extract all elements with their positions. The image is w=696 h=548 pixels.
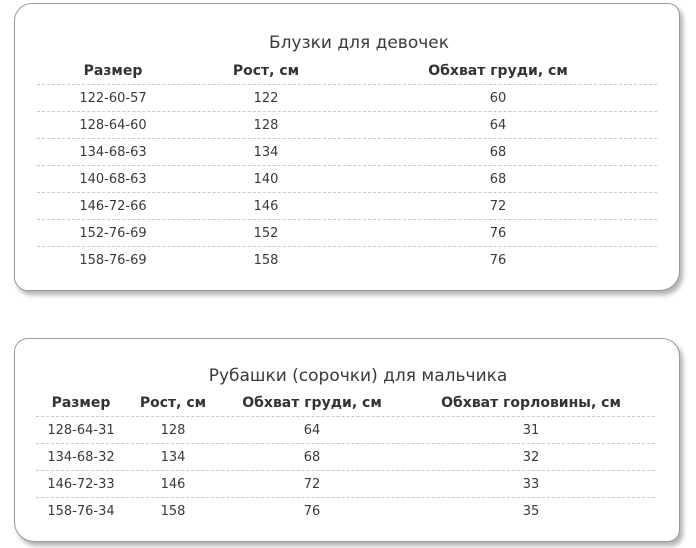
chest-cell: 60 (489, 91, 507, 106)
table-row (15, 498, 679, 525)
height-cell: 134 (160, 450, 186, 465)
header-height: Рост, см (139, 395, 207, 411)
header-size: Размер (51, 395, 111, 411)
height-cell: 122 (253, 91, 279, 106)
chest-cell: 76 (489, 226, 507, 241)
neck-cell: 32 (522, 450, 540, 465)
height-cell: 128 (160, 423, 186, 438)
girls-blouses-title: Блузки для девочек (268, 33, 449, 53)
size-cell: 122-60-57 (79, 91, 147, 106)
size-cell: 128-64-31 (47, 423, 115, 438)
size-cell: 146-72-33 (47, 477, 115, 492)
neck-cell: 33 (522, 477, 540, 492)
table-row (15, 112, 679, 139)
height-cell: 146 (160, 477, 186, 492)
chest-cell: 72 (489, 199, 507, 214)
size-cell: 146-72-66 (79, 199, 147, 214)
chest-cell: 76 (489, 253, 507, 268)
size-cell: 158-76-69 (79, 253, 147, 268)
chest-cell: 68 (489, 145, 507, 160)
size-cell: 140-68-63 (79, 172, 147, 187)
size-cell: 158-76-34 (47, 504, 115, 519)
header-neck: Обхват горловины, см (441, 395, 621, 411)
table-row (15, 193, 679, 220)
table-row (15, 220, 679, 247)
neck-cell: 35 (522, 504, 540, 519)
chest-cell: 64 (303, 423, 321, 438)
chest-cell: 68 (303, 450, 321, 465)
height-cell: 152 (253, 226, 279, 241)
table-row (15, 247, 679, 274)
chest-cell: 68 (489, 172, 507, 187)
height-cell: 128 (253, 118, 279, 133)
chest-cell: 64 (489, 118, 507, 133)
size-cell: 134-68-63 (79, 145, 147, 160)
table-row (15, 471, 679, 498)
header-chest: Обхват груди, см (428, 63, 568, 79)
boys-shirts-size-card (14, 338, 680, 542)
header-size: Размер (83, 63, 143, 79)
header-chest: Обхват груди, см (242, 395, 382, 411)
table-row (15, 444, 679, 471)
table-header-row (15, 390, 679, 417)
header-height: Рост, см (232, 63, 300, 79)
table-row (15, 85, 679, 112)
size-cell: 134-68-32 (47, 450, 115, 465)
height-cell: 140 (253, 172, 279, 187)
table-header-row (15, 58, 679, 85)
height-cell: 158 (160, 504, 186, 519)
size-cell: 128-64-60 (79, 118, 147, 133)
chest-cell: 72 (303, 477, 321, 492)
table-row (15, 166, 679, 193)
table-row (15, 417, 679, 444)
girls-blouses-size-card (14, 3, 680, 291)
chest-cell: 76 (303, 504, 321, 519)
size-cell: 152-76-69 (79, 226, 147, 241)
height-cell: 146 (253, 199, 279, 214)
neck-cell: 31 (522, 423, 540, 438)
height-cell: 134 (253, 145, 279, 160)
table-row (15, 139, 679, 166)
boys-shirts-title: Рубашки (сорочки) для мальчика (208, 366, 508, 386)
height-cell: 158 (253, 253, 279, 268)
